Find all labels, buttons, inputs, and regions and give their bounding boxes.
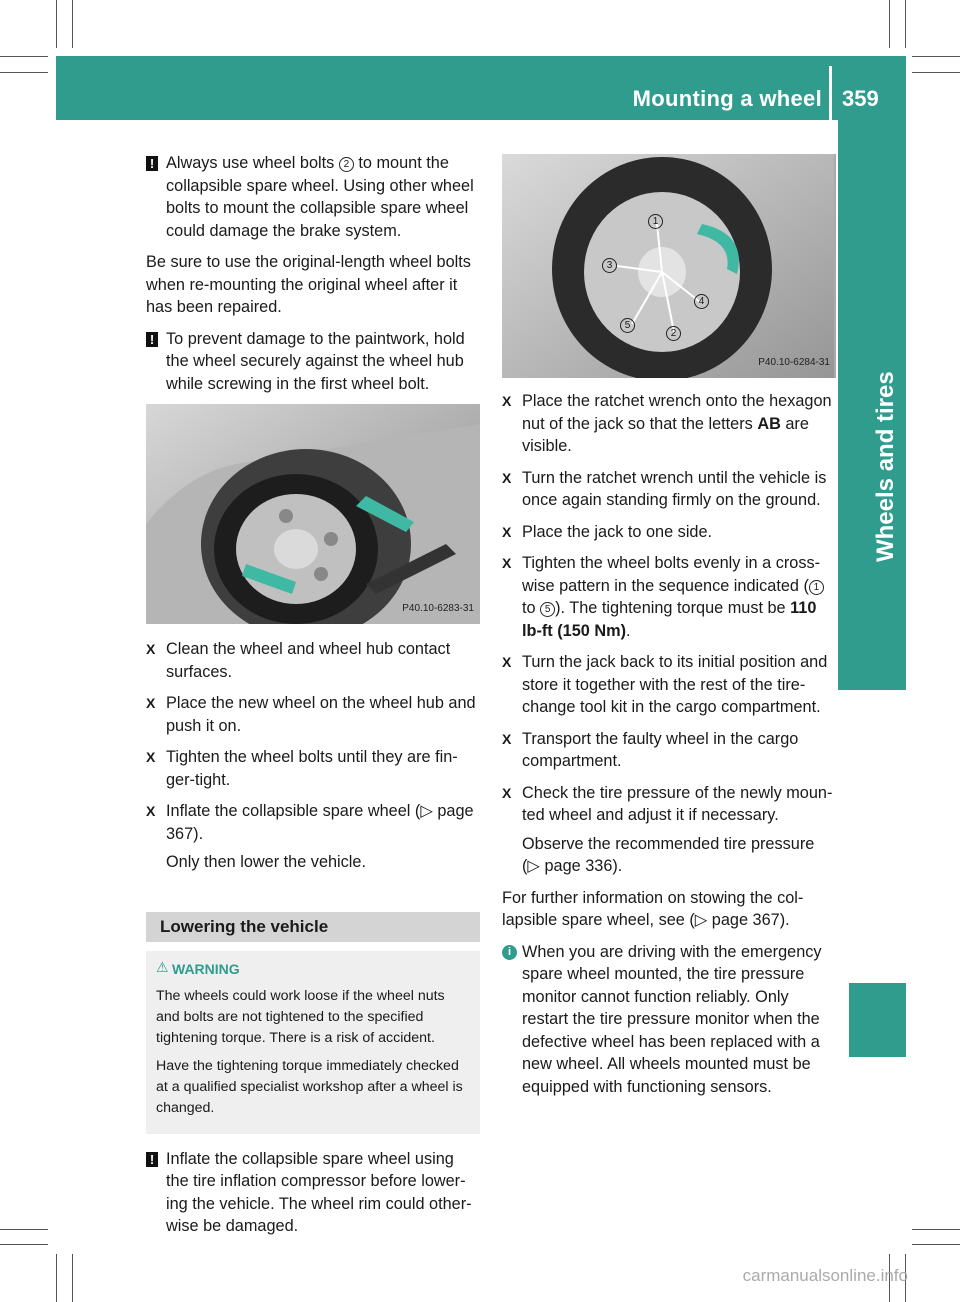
left-column [146, 152, 480, 1247]
header-divider [829, 66, 832, 120]
caution-icon: ! [146, 1152, 158, 1167]
step-arrow-icon: X [502, 555, 512, 571]
step-arrow-icon: X [502, 523, 512, 540]
step-arrow-icon: X [146, 803, 156, 819]
crop-mark [72, 0, 73, 48]
crop-mark [72, 1254, 73, 1302]
step: X Place the jack to one side. [502, 521, 834, 544]
step-arrow-icon: X [502, 654, 512, 670]
callout-4: 4 [694, 294, 709, 309]
caution-note: ! Always use wheel bolts 2 to mount the collapsible spare wheel. Using other wheel bolts to mount the collapsible spare wheel could damage the brake system. [146, 152, 480, 242]
step: X Check the tire pressure of the newly moun-ted wheel and adjust it if necessary. [502, 783, 833, 824]
callout-1: 1 [648, 214, 663, 229]
info-note: i When you are driving with the emergency spare wheel mounted, the tire pressure monitor cannot function reliably. Only restart the tire pressure monitor when the defective wheel has been replaced with a new wheel. All wheels mounted must be equipped with functioning sensors. [502, 941, 834, 1099]
step: X Inflate the collapsible spare wheel (▷ page 367). [146, 802, 474, 843]
step: X Tighten the wheel bolts evenly in a cross-wise pattern in the sequence indicated ( 1 to 5 ). The tightening torque must be 110 lb-ft (150 Nm). [502, 552, 834, 642]
chapter-tab-label: Wheels and tires [872, 371, 899, 562]
caution-icon: ! [146, 156, 158, 171]
step-note: Observe the recommended tire pressure (▷ page 336). [522, 834, 815, 875]
caution-note: ! Inflate the collapsible spare wheel using the tire inflation compressor before lower-ing the vehicle. The wheel rim could other-wise be damaged. [146, 1148, 480, 1238]
section-heading: Lowering the vehicle [146, 912, 480, 942]
thumb-index-marker [849, 983, 906, 1057]
crop-mark [912, 72, 960, 73]
crop-mark [56, 0, 57, 48]
crop-mark [889, 0, 890, 48]
watermark: carmanualsonline.info [742, 1266, 908, 1285]
step: X Place the ratchet wrench onto the hexagon nut of the jack so that the letters AB are visible. [502, 392, 832, 455]
caution-icon: ! [146, 332, 158, 347]
crop-mark [912, 1229, 960, 1230]
warning-box [146, 951, 480, 1134]
info-icon: i [502, 945, 517, 960]
step: X Clean the wheel and wheel hub contact surfaces. [146, 640, 451, 681]
step-arrow-icon: X [146, 749, 156, 765]
car-wheel-illustration [146, 404, 480, 624]
step: X Turn the ratchet wrench until the vehicle is once again standing firmly on the ground. [502, 468, 827, 509]
step-arrow-icon: X [146, 641, 156, 657]
figure-code: P40.10-6284-31 [758, 356, 830, 368]
crop-mark [905, 0, 906, 48]
bolt-sequence-photo [502, 154, 836, 378]
crop-mark [0, 1229, 48, 1230]
crop-mark [912, 56, 960, 57]
page-title: Mounting a wheel [632, 86, 822, 111]
wheel-bolt-sequence-illustration [502, 154, 834, 378]
crop-mark [0, 1244, 48, 1245]
callout-5: 5 [620, 318, 635, 333]
crop-mark [56, 1254, 57, 1302]
warning-title: ⚠ WARNING [156, 958, 240, 977]
right-column [502, 150, 834, 1107]
step-arrow-icon: X [502, 730, 512, 747]
page-number: 359 [842, 86, 879, 111]
wheel-mounting-photo [146, 404, 480, 624]
step: X Transport the faulty wheel in the cargo compartment. [502, 729, 799, 770]
step-note: Only then lower the vehicle. [166, 853, 367, 871]
step-arrow-icon: X [502, 784, 512, 801]
callout-2: 2 [666, 326, 681, 341]
step: X Place the new wheel on the wheel hub and push it on. [146, 694, 476, 735]
paragraph: For further information on stowing the col-lapsible spare wheel, see (▷ page 367). [502, 888, 804, 929]
crop-mark [0, 56, 48, 57]
step: X Tighten the wheel bolts until they are fin-ger-tight. [146, 748, 458, 789]
step-arrow-icon: X [146, 695, 156, 711]
warning-text: The wheels could work loose if the wheel nuts and bolts are not tightened to the specified tightening torque. There is a risk of accident. [156, 987, 445, 1046]
figure-code: P40.10-6283-31 [402, 602, 474, 614]
callout-ref: 1 [809, 580, 824, 595]
callout-ref: 5 [540, 602, 555, 617]
step: X Turn the jack back to its initial position and store it together with the rest of the tire-change tool kit in the cargo compartment. [502, 653, 828, 716]
paragraph: Be sure to use the original-length wheel bolts when re-mounting the original wheel after it has been repaired. [146, 253, 471, 316]
callout-3: 3 [602, 258, 617, 273]
step-arrow-icon: X [502, 393, 512, 409]
warning-triangle-icon: ⚠ [156, 958, 169, 975]
step-arrow-icon: X [502, 469, 512, 486]
warning-text: Have the tightening torque immediately checked at a qualified specialist workshop after a wheel is changed. [156, 1057, 463, 1116]
caution-note: ! To prevent damage to the paintwork, hold the wheel securely against the wheel hub while screwing in the first wheel bolt. [146, 328, 480, 396]
crop-mark [912, 1244, 960, 1245]
callout-ref: 2 [339, 157, 354, 172]
crop-mark [0, 72, 48, 73]
